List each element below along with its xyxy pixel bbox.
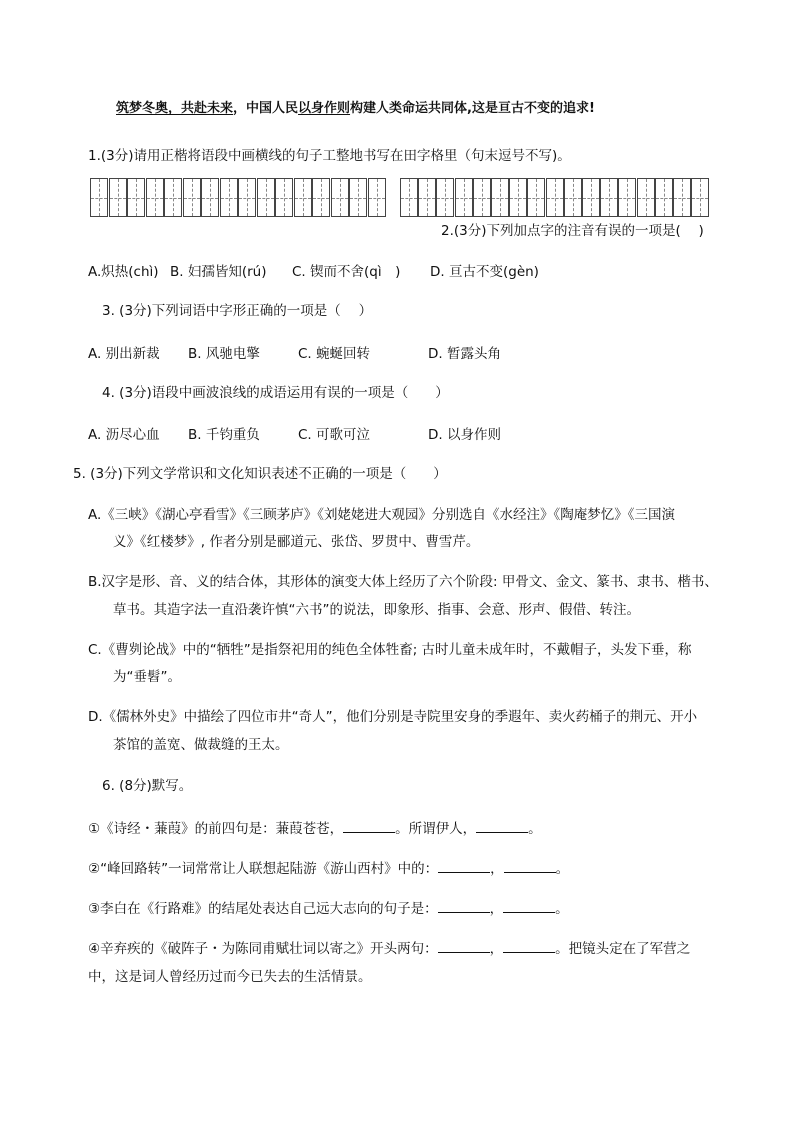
question-4: 4. (3分)语段中画波浪线的成语运用有误的一项是（ ） <box>102 385 449 401</box>
tianzige-grid-right[interactable] <box>400 178 710 218</box>
tianzige-cell[interactable] <box>618 178 636 217</box>
dictation-item-4 <box>88 938 690 959</box>
tianzige-cell[interactable] <box>127 178 145 217</box>
blank-4b[interactable] <box>503 938 555 953</box>
q3-option-b[interactable]: B. 风驰电擎 <box>188 346 260 362</box>
q4-option-c[interactable]: C. 可歌可泣 <box>298 427 371 443</box>
blank-2b[interactable] <box>504 858 556 873</box>
dictation-4-tail: 。把镜头定在了军营之 <box>555 941 691 957</box>
q2-option-d[interactable]: D. 亘古不变(gèn) <box>430 264 539 280</box>
tianzige-cell[interactable] <box>637 178 655 217</box>
tianzige-cell[interactable] <box>109 178 127 217</box>
intro-heading <box>116 99 595 119</box>
blank-1a[interactable] <box>343 818 395 833</box>
tianzige-cell[interactable] <box>257 178 275 217</box>
dictation-item-3 <box>88 898 569 919</box>
q5-option-c-line2: 为“垂髫”。 <box>113 669 181 685</box>
dictation-2-prompt: ②“峰回路转”一词常常让人联想起陆游《游山西村》中的： <box>88 861 439 877</box>
q4-option-b[interactable]: B. 千钧重负 <box>188 427 260 443</box>
blank-3a[interactable] <box>438 898 490 913</box>
blank-2a[interactable] <box>438 858 490 873</box>
heading-underlined-1: 筑梦冬奥，共赴未来 <box>116 101 234 116</box>
tianzige-cell[interactable] <box>349 178 367 217</box>
dictation-3-comma: ， <box>489 901 504 917</box>
question-1: 1.(3分)请用正楷将语段中画横线的句子工整地书写在田字格里（句末逗号不写)。 <box>88 148 571 164</box>
tianzige-cell[interactable] <box>201 178 219 217</box>
q3-option-c[interactable]: C. 蜿蜒回转 <box>298 346 371 362</box>
tianzige-cell[interactable] <box>238 178 256 217</box>
tianzige-cell[interactable] <box>368 178 386 217</box>
q5-option-d-line1[interactable]: D.《儒林外史》中描绘了四位市井“奇人”，他们分别是寺院里安身的季遐年、卖火药桶子的荆元、开小 <box>88 709 698 725</box>
question-3: 3. (3分)下列词语中字形正确的一项是（ ） <box>102 303 373 319</box>
tianzige-cell[interactable] <box>90 178 108 217</box>
tianzige-cell[interactable] <box>275 178 293 217</box>
dictation-1-end: 。 <box>528 821 542 837</box>
dictation-1-prompt: ①《诗经・蒹葭》的前四句是：蒹葭苍苍， <box>88 821 344 837</box>
heading-text-4: 构建人类命运共同体,这是亘古不变的追求! <box>350 101 595 116</box>
tianzige-grid-left[interactable] <box>90 178 396 218</box>
q5-option-a-line2: 义》《红楼梦》, 作者分别是郦道元、张岱、罗贯中、曹雪芹。 <box>113 534 480 550</box>
dictation-4-prompt: ④辛弃疾的《破阵子・为陈同甫赋壮词以寄之》开头两句： <box>88 941 438 957</box>
dictation-2-end: 。 <box>555 861 570 877</box>
blank-1b[interactable] <box>476 818 528 833</box>
heading-text-2: ，中国人民 <box>233 101 299 116</box>
q5-option-d-line2: 茶馆的盖宽、做裁缝的王太。 <box>113 737 289 753</box>
tianzige-cell[interactable] <box>400 178 418 217</box>
tianzige-cell[interactable] <box>509 178 527 217</box>
dictation-4-comma: ， <box>489 941 504 957</box>
dictation-2-comma: ， <box>490 861 504 877</box>
q5-option-a-line1[interactable]: A.《三峡》《湖心亭看雪》《三顾茅庐》《刘姥姥进大观园》分别选自《水经注》《陶庵梦忆》《三国演 <box>88 507 676 523</box>
tianzige-cell[interactable] <box>294 178 312 217</box>
tianzige-cell[interactable] <box>183 178 201 217</box>
q3-option-d[interactable]: D. 暂露头角 <box>428 346 501 362</box>
q5-option-c-line1[interactable]: C.《曹刿论战》中的“牺牲”是指祭祀用的纯色全体牲畜; 古时儿童未成年时，不戴帽子，头发下垂，称 <box>88 642 692 658</box>
q4-option-a[interactable]: A. 沥尽心血 <box>88 427 160 443</box>
tianzige-cell[interactable] <box>600 178 618 217</box>
tianzige-cell[interactable] <box>527 178 545 217</box>
blank-4a[interactable] <box>438 938 490 953</box>
q4-option-d[interactable]: D. 以身作则 <box>428 427 501 443</box>
tianzige-cell[interactable] <box>691 178 709 217</box>
heading-underlined-2: 以身作则 <box>298 101 351 116</box>
q3-option-a[interactable]: A. 别出新裁 <box>88 346 160 362</box>
question-2: 2.(3分)下列加点字的注音有误的一项是( ) <box>441 223 704 239</box>
q5-option-b-line2: 草书。其造字法一直沿袭许慎“六书”的说法，即象形、指事、会意、形声、假借、转注。 <box>113 602 640 618</box>
q2-option-b[interactable]: B. 妇孺皆知(rú) <box>170 264 267 280</box>
tianzige-cell[interactable] <box>436 178 454 217</box>
dictation-3-end: 。 <box>555 901 569 917</box>
tianzige-cell[interactable] <box>164 178 182 217</box>
dictation-3-prompt: ③李白在《行路难》的结尾处表达自己远大志向的句子是： <box>88 901 438 917</box>
tianzige-cell[interactable] <box>546 178 564 217</box>
tianzige-cell[interactable] <box>146 178 164 217</box>
blank-3b[interactable] <box>503 898 555 913</box>
tianzige-cell[interactable] <box>473 178 491 217</box>
tianzige-cell[interactable] <box>312 178 330 217</box>
dictation-1-middle: 。所谓伊人， <box>395 821 477 837</box>
tianzige-cell[interactable] <box>220 178 238 217</box>
tianzige-cell[interactable] <box>331 178 349 217</box>
q5-option-b-line1[interactable]: B.汉字是形、音、义的结合体，其形体的演变大体上经历了六个阶段: 甲骨文、金文、篆书、隶书、楷书、 <box>88 574 718 590</box>
tianzige-cell[interactable] <box>673 178 691 217</box>
tianzige-cell[interactable] <box>418 178 436 217</box>
tianzige-cell[interactable] <box>582 178 600 217</box>
tianzige-cell[interactable] <box>491 178 509 217</box>
q2-option-c[interactable]: C. 锲而不舍(qì ) <box>292 264 401 280</box>
tianzige-cell[interactable] <box>455 178 473 217</box>
question-6: 6. (8分)默写。 <box>102 778 193 794</box>
q2-option-a[interactable]: A.炽热(chì) <box>88 264 159 280</box>
dictation-item-4-line2: 中，这是词人曾经历过而今已失去的生活情景。 <box>88 969 372 985</box>
question-5: 5. (3分)下列文学常识和文化知识表述不正确的一项是（ ） <box>73 466 447 482</box>
tianzige-cell[interactable] <box>564 178 582 217</box>
dictation-item-2 <box>88 858 569 879</box>
tianzige-cell[interactable] <box>655 178 673 217</box>
dictation-item-1 <box>88 818 542 839</box>
